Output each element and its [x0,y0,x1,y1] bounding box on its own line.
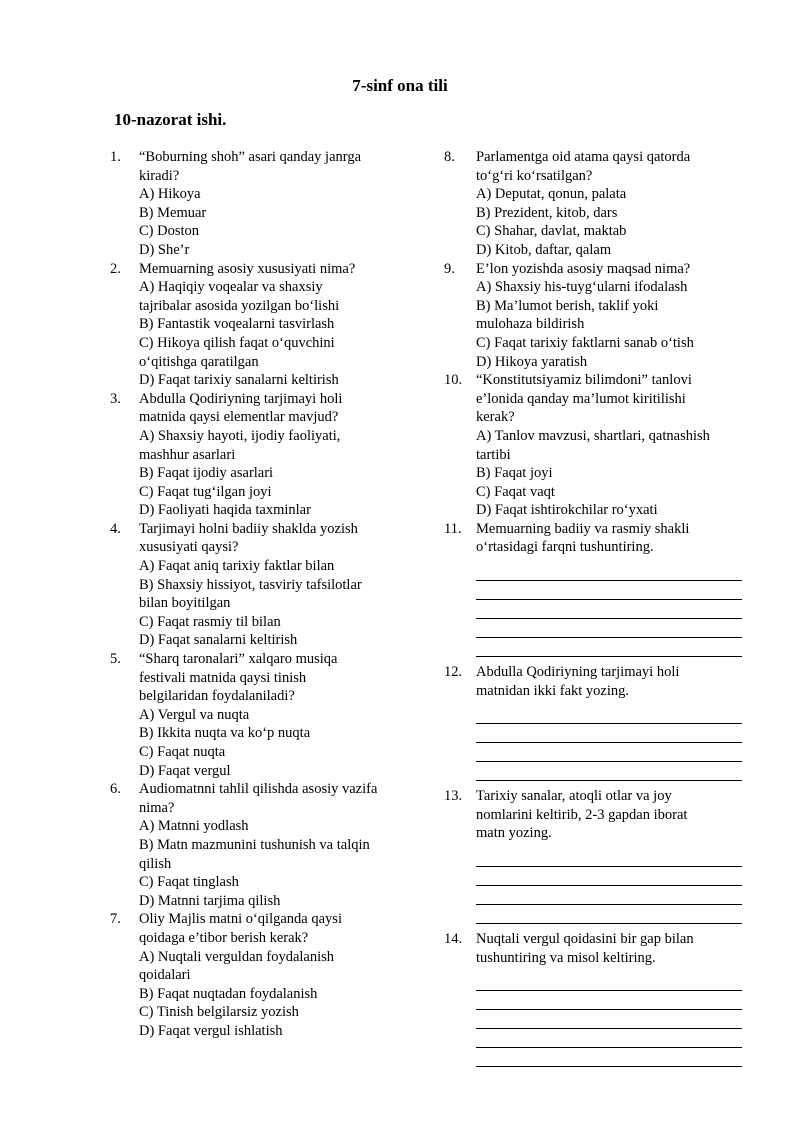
question-text: matnidan ikki fakt yozing. [476,682,630,699]
answer-line[interactable] [476,886,742,905]
answer-lines [476,562,754,657]
answer-line[interactable] [476,905,742,924]
answer-option: mashhur asarlari [139,446,236,463]
question-number: 6. [110,781,121,798]
page-title: 7-sinf ona tili [352,76,448,95]
answer-line[interactable] [476,762,742,781]
answer-line[interactable] [476,705,742,724]
question-number: 11. [444,520,462,537]
question-number: 5. [110,651,121,668]
answer-option: C) Shahar, davlat, maktab [476,223,627,240]
answer-option: D) Faqat vergul [139,762,231,779]
question-text: matnida qaysi elementlar mavjud? [139,409,339,426]
question-text: xususiyati qaysi? [139,539,239,556]
question-text: matn yozing. [476,825,552,842]
question-item [110,650,410,780]
question-text: Abdulla Qodiriyning tarjimayi holi [476,664,680,681]
answer-option: C) Faqat vaqt [476,483,555,500]
question-text: qoidaga e’tibor berish kerak? [139,929,309,946]
answer-option: B) Faqat ijodiy asarlari [139,465,274,482]
answer-lines [476,972,754,1067]
answer-line[interactable] [476,743,742,762]
question-text: kiradi? [139,167,180,184]
answer-option: C) Faqat rasmiy til bilan [139,613,281,630]
answer-option: B) Matn mazmunini tushunish va talqin [139,836,370,853]
question-item [444,520,754,657]
answer-lines [476,848,754,924]
question-text: Tarixiy sanalar, atoqli otlar va joy [476,788,672,805]
answer-option: B) Faqat joyi [476,465,553,482]
question-text: “Boburning shoh” asari qanday janrga [139,149,362,165]
answer-line[interactable] [476,991,742,1010]
answer-option: C) Faqat tarixiy faktlarni sanab o‘tish [476,334,694,351]
answer-option: A) Shaxsiy his-tuyg‘ularni ifodalash [476,279,688,296]
answer-option: B) Memuar [139,204,207,221]
question-text: tushuntiring va misol keltiring. [476,949,656,966]
question-text: kerak? [476,409,515,426]
answer-option: o‘qitishga qaratilgan [139,353,259,370]
question-text: nomlarini keltirib, 2-3 gapdan iborat [476,806,688,823]
answer-option: A) Matnni yodlash [139,818,249,835]
answer-option: B) Ikkita nuqta va ko‘p nuqta [139,725,311,742]
question-item [110,260,410,390]
answer-option: B) Prezident, kitob, dars [476,204,618,221]
question-text: Nuqtali vergul qoidasini bir gap bilan [476,931,694,948]
answer-option: C) Faqat tug‘ilgan joyi [139,483,272,500]
question-item [110,390,410,520]
question-text: festivali matnida qaysi tinish [139,669,307,686]
question-text: Audiomatnni tahlil qilishda asosiy vazifa [139,781,378,798]
answer-line[interactable] [476,581,742,600]
question-item [444,260,754,372]
question-text: Tarjimayi holni badiiy shaklda yozish [139,520,358,537]
answer-option: D) Faoliyati haqida taxminlar [139,502,311,519]
right-question-column [444,148,754,1073]
answer-option: B) Faqat nuqtadan foydalanish [139,985,318,1002]
question-number: 7. [110,911,121,928]
question-number: 8. [444,149,455,165]
answer-line[interactable] [476,1048,742,1067]
question-item [110,910,410,1040]
answer-line[interactable] [476,562,742,581]
answer-option: B) Fantastik voqealarni tasvirlash [139,316,335,333]
answer-option: B) Ma’lumot berish, taklif yoki [476,297,659,314]
left-question-column [110,148,410,1041]
question-number: 3. [110,390,121,407]
question-text: nima? [139,799,175,816]
question-text: “Sharq taronalari” xalqaro musiqa [139,651,338,668]
answer-option: C) Tinish belgilarsiz yozish [139,1004,299,1021]
answer-option: tajribalar asosida yozilgan bo‘lishi [139,297,340,314]
question-number: 1. [110,149,121,165]
answer-option: tartibi [476,446,511,463]
answer-option: A) Shaxsiy hayoti, ijodiy faoliyati, [139,427,341,444]
test-subtitle: 10-nazorat ishi. [114,110,227,129]
question-text: Parlamentga oid atama qaysi qatorda [476,149,691,165]
answer-option: D) Kitob, daftar, qalam [476,241,612,258]
question-number: 14. [444,931,463,948]
question-item [110,148,410,260]
question-item [444,148,754,260]
answer-option: C) Faqat tinglash [139,874,239,891]
answer-option: A) Nuqtali verguldan foydalanish [139,948,335,965]
answer-option: bilan boyitilgan [139,595,231,612]
question-number: 9. [444,260,455,277]
answer-option: C) Hikoya qilish faqat o‘quvchini [139,334,335,351]
question-item [110,520,410,650]
answer-option: D) Faqat vergul ishlatish [139,1022,283,1039]
question-text: belgilaridan foydalaniladi? [139,688,295,705]
answer-line[interactable] [476,1029,742,1048]
question-text: Abdulla Qodiriyning tarjimayi holi [139,390,343,407]
answer-option: D) She’r [139,241,190,258]
answer-option: A) Tanlov mavzusi, shartlari, qatnashish [476,427,710,444]
answer-option: A) Hikoya [139,186,201,203]
answer-option: D) Hikoya yaratish [476,353,588,370]
question-number: 13. [444,788,463,805]
answer-line[interactable] [476,972,742,991]
answer-option: D) Matnni tarjima qilish [139,892,281,909]
question-text: Memuarning badiiy va rasmiy shakli [476,520,690,537]
answer-option: A) Deputat, qonun, palata [476,186,627,203]
answer-option: qoidalari [139,967,191,984]
question-number: 4. [110,520,121,537]
answer-line[interactable] [476,867,742,886]
answer-line[interactable] [476,1010,742,1029]
answer-option: D) Faqat sanalarni keltirish [139,632,298,649]
answer-line[interactable] [476,600,742,619]
question-text: Oliy Majlis matni o‘qilganda qaysi [139,911,342,928]
answer-option: A) Haqiqiy voqealar va shaxsiy [139,279,323,296]
answer-lines [476,705,754,781]
answer-option: C) Faqat nuqta [139,744,226,760]
answer-line[interactable] [476,638,742,657]
answer-option: qilish [139,855,172,872]
question-text: to‘g‘ri ko‘rsatilgan? [476,167,593,184]
question-text: E’lon yozishda asosiy maqsad nima? [476,260,691,277]
answer-option: D) Faqat tarixiy sanalarni keltirish [139,372,339,389]
question-text: e’lonida qanday ma’lumot kiritilishi [476,390,686,407]
question-item [444,787,754,924]
question-number: 12. [444,664,463,681]
question-item [444,371,754,520]
answer-line[interactable] [476,724,742,743]
question-text: Memuarning asosiy xususiyati nima? [139,260,356,277]
answer-option: C) Doston [139,223,200,240]
question-text: “Konstitutsiyamiz bilimdoni” tanlovi [476,372,692,389]
question-item [444,663,754,781]
answer-line[interactable] [476,848,742,867]
question-item [110,780,410,910]
question-text: o‘rtasidagi farqni tushuntiring. [476,539,654,556]
answer-option: D) Faqat ishtirokchilar ro‘yxati [476,502,658,519]
question-number: 10. [444,372,463,389]
answer-option: mulohaza bildirish [476,316,585,333]
answer-option: A) Faqat aniq tarixiy faktlar bilan [139,558,335,575]
answer-option: A) Vergul va nuqta [139,706,250,723]
question-item [444,930,754,1067]
answer-option: B) Shaxsiy hissiyot, tasviriy tafsilotlar [139,576,362,593]
answer-line[interactable] [476,619,742,638]
question-number: 2. [110,260,121,277]
